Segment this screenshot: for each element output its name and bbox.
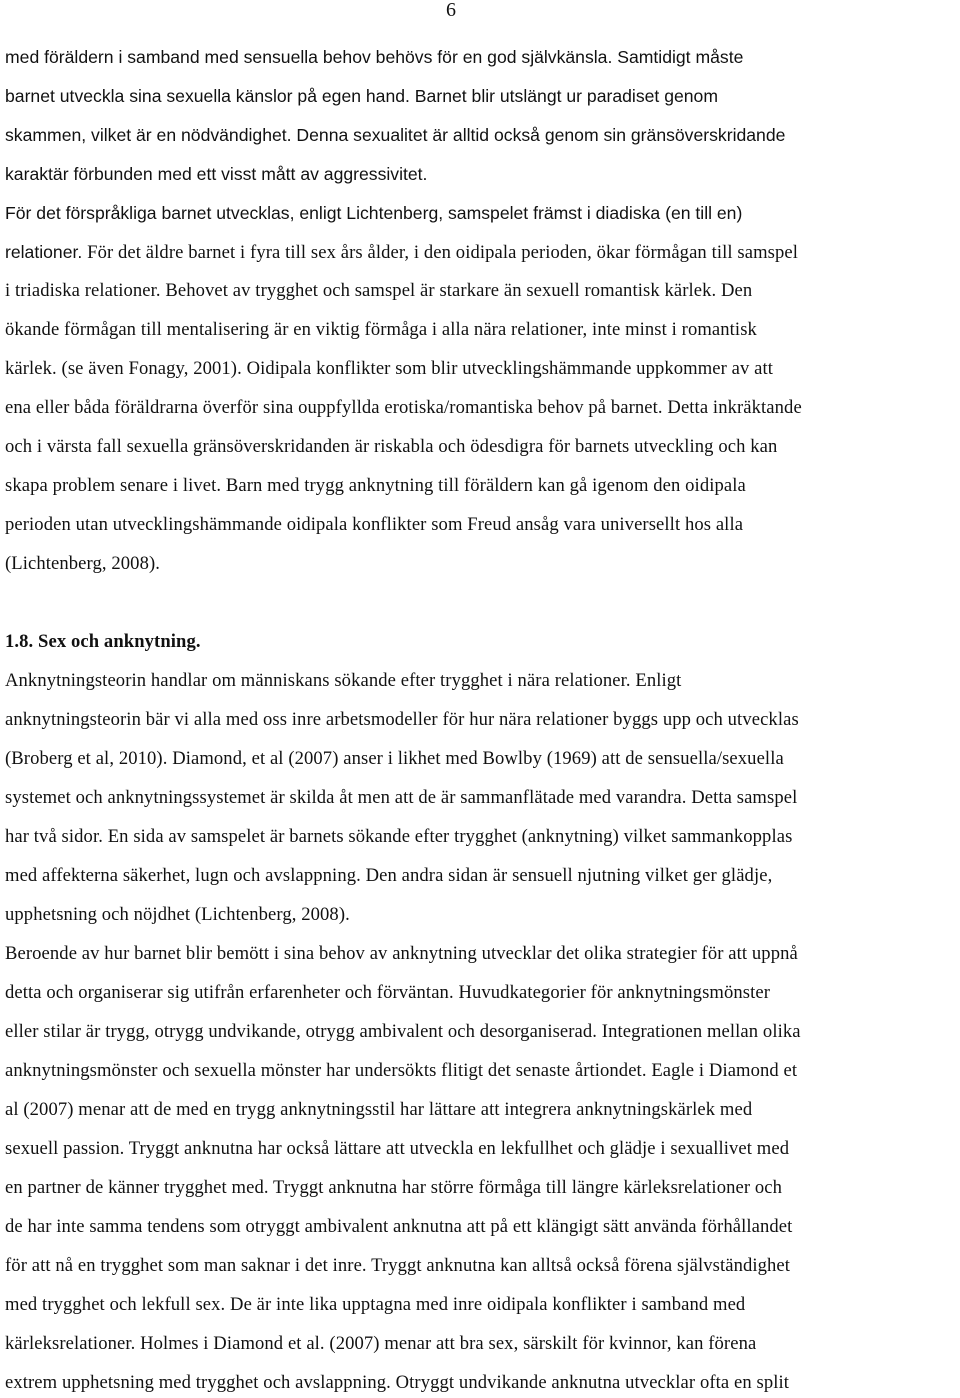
text-line: har två sidor. En sida av samspelet är barnets sökande efter trygghet (anknytning) vilket sammankopplas: [5, 826, 793, 847]
text-line: Beroende av hur barnet blir bemött i sina behov av anknytning utvecklar det olika strategier för att uppnå: [5, 943, 798, 964]
text-line: skammen, vilket är en nödvändighet. Denna sexualitet är alltid också genom sin gränsöverskridande: [5, 125, 786, 145]
text-line: med föräldern i samband med sensuella behov behövs för en god självkänsla. Samtidigt måste: [5, 47, 744, 67]
text-segment-sans: relationer.: [5, 242, 88, 262]
page-number: 6: [446, 0, 456, 21]
text-line: med affekterna säkerhet, lugn och avslappning. Den andra sidan är sensuell njutning vilket ger glädje,: [5, 865, 773, 886]
text-line: [5, 240, 798, 265]
text-line: en partner de känner trygghet med. Tryggt anknutna har större förmåga till längre kärleksrelationer och: [5, 1177, 783, 1198]
text-line: Anknytningsteorin handlar om människans sökande efter trygghet i nära relationer. Enligt: [5, 670, 682, 691]
text-line: (Broberg et al, 2010). Diamond, et al (2007) anser i likhet med Bowlby (1969) att de sensuella/sexuella: [5, 748, 784, 769]
text-line: eller stilar är trygg, otrygg undvikande, otrygg ambivalent och desorganiserad. Integrationen mellan olika: [5, 1021, 801, 1042]
text-line: systemet och anknytningssystemet är skilda åt men att de är sammanflätade med varandra. Detta samspel: [5, 787, 798, 808]
text-line: i triadiska relationer. Behovet av trygghet och samspel är starkare än sexuell romantisk kärlek. Den: [5, 280, 753, 301]
text-line: och i värsta fall sexuella gränsöverskridanden är riskabla och ödesdigra för barnets utveckling och kan: [5, 436, 778, 457]
text-line: skapa problem senare i livet. Barn med trygg anknytning till föräldern kan gå igenom den oidipala: [5, 475, 746, 496]
text-line: ena eller båda föräldrarna överför sina ouppfyllda erotiska/romantiska behov på barnet. Detta inkräktande: [5, 397, 802, 418]
text-line: de har inte samma tendens som otryggt ambivalent anknutna att på ett klängigt sätt använda förhållandet: [5, 1216, 793, 1237]
section-heading: 1.8. Sex och anknytning.: [5, 631, 201, 652]
text-line: upphetsning och nöjdhet (Lichtenberg, 2008).: [5, 904, 350, 925]
text-line: karaktär förbunden med ett visst mått av aggressivitet.: [5, 164, 428, 184]
text-line: För det förspråkliga barnet utvecklas, enligt Lichtenberg, samspelet främst i diadiska (en till en): [5, 203, 743, 223]
text-line: (Lichtenberg, 2008).: [5, 553, 161, 574]
text-line: detta och organiserar sig utifrån erfarenheter och förväntan. Huvudkategorier för anknytningsmönster: [5, 982, 771, 1003]
text-line: kärleksrelationer. Holmes i Diamond et al. (2007) menar att bra sex, särskilt för kvinnor, kan förena: [5, 1333, 757, 1354]
text-line: anknytningsmönster och sexuella mönster har undersökts flitigt det senaste årtiondet. Eagle i Diamond et: [5, 1060, 798, 1081]
text-line: sexuell passion. Tryggt anknutna har också lättare att utveckla en lekfullhet och glädje i sexuallivet med: [5, 1138, 790, 1159]
text-line: al (2007) menar att de med en trygg anknytningsstil har lättare att integrera anknytningskärlek med: [5, 1099, 753, 1120]
text-line: för att nå en trygghet som man saknar i det inre. Tryggt anknutna kan alltså också förena självständighet: [5, 1255, 791, 1276]
text-line: perioden utan utvecklingshämmande oidipala konflikter som Freud ansåg vara universellt hos alla: [5, 514, 744, 535]
text-segment-serif: För det äldre barnet i fyra till sex års ålder, i den oidipala perioden, ökar förmågan till samspel: [87, 242, 798, 263]
text-line: kärlek. (se även Fonagy, 2001). Oidipala konflikter som blir utvecklingshämmande uppkommer av att: [5, 358, 774, 379]
text-line: barnet utveckla sina sexuella känslor på egen hand. Barnet blir utslängt ur paradiset genom: [5, 86, 718, 106]
text-line: ökande förmågan till mentalisering är en viktig förmåga i alla nära relationer, inte minst i romantisk: [5, 319, 757, 340]
text-line: extrem upphetsning med trygghet och avslappning. Otryggt undvikande anknutna utvecklar ofta en split: [5, 1372, 790, 1393]
text-line: anknytningsteorin bär vi alla med oss inre arbetsmodeller för hur nära relationer byggs upp och utvecklas: [5, 709, 799, 730]
text-line: med trygghet och lekfull sex. De är inte lika upptagna med inre oidipala konflikter i samband med: [5, 1294, 746, 1315]
